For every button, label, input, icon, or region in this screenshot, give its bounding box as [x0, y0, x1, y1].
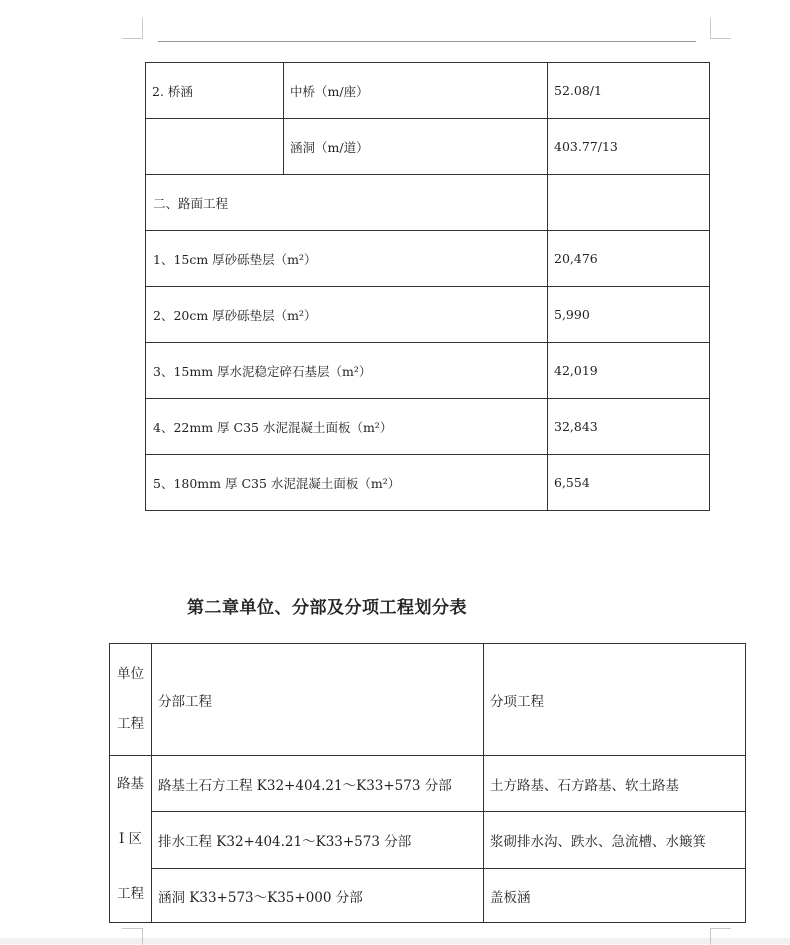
table-cell: 盖板涵 — [484, 869, 746, 923]
table-cell: 2. 桥涵 — [146, 63, 284, 119]
table-cell — [146, 119, 284, 175]
table-row — [146, 343, 710, 399]
table-cell: 涵洞 K33+573～K35+000 分部 — [152, 869, 484, 923]
table-header-row — [110, 644, 746, 756]
margin-corner-bottom-right — [710, 928, 731, 945]
unit-line1: 路基 — [117, 775, 144, 792]
margin-corner-top-left — [122, 18, 143, 39]
unit-line2: I 区 — [118, 830, 143, 847]
table-cell — [548, 175, 710, 231]
page-gap — [0, 938, 790, 944]
quantities-table — [145, 62, 710, 511]
unit-line3: 工程 — [117, 886, 144, 903]
table-cell: 路基土石方工程 K32+404.21～K33+573 分部 — [152, 756, 484, 812]
table-row — [110, 812, 746, 869]
header-cell-sub: 分部工程 — [152, 644, 484, 756]
table-cell: 5,990 — [548, 287, 710, 343]
table-row — [146, 287, 710, 343]
table-cell: 5、180mm 厚 C35 水泥混凝土面板（m²） — [146, 455, 548, 511]
table-cell: 2、20cm 厚砂砾垫层（m²） — [146, 287, 548, 343]
margin-corner-bottom-left — [122, 928, 143, 945]
table-cell: 4、22mm 厚 C35 水泥混凝土面板（m²） — [146, 399, 548, 455]
unit-cell — [110, 756, 152, 923]
table-cell: 32,843 — [548, 399, 710, 455]
table-cell: 403.77/13 — [548, 119, 710, 175]
header-cell-item: 分项工程 — [484, 644, 746, 756]
table-row — [146, 63, 710, 119]
table-row — [146, 119, 710, 175]
table-cell: 3、15mm 厚水泥稳定碎石基层（m²） — [146, 343, 548, 399]
table-cell: 20,476 — [548, 231, 710, 287]
table-row — [146, 175, 710, 231]
table-cell: 排水工程 K32+404.21～K33+573 分部 — [152, 812, 484, 869]
table-cell: 52.08/1 — [548, 63, 710, 119]
table-row — [146, 455, 710, 511]
table-cell: 42,019 — [548, 343, 710, 399]
table-row — [110, 756, 746, 812]
table-cell: 土方路基、石方路基、软土路基 — [484, 756, 746, 812]
header-unit-line1: 单位 — [117, 666, 144, 683]
table-cell: 1、15cm 厚砂砾垫层（m²） — [146, 231, 548, 287]
chapter-title: 第二章单位、分部及分项工程划分表 — [187, 598, 467, 618]
table-cell: 中桥（m/座） — [284, 63, 548, 119]
table-row — [146, 399, 710, 455]
margin-corner-top-right — [710, 18, 731, 39]
table-cell: 浆砌排水沟、跌水、急流槽、水簸箕 — [484, 812, 746, 869]
header-rule — [158, 41, 696, 42]
table-cell: 6,554 — [548, 455, 710, 511]
header-unit-line2: 工程 — [117, 716, 144, 733]
table-row — [146, 231, 710, 287]
division-table — [109, 643, 746, 923]
table-cell: 二、路面工程 — [146, 175, 548, 231]
table-cell: 涵洞（m/道） — [284, 119, 548, 175]
header-cell-unit — [110, 644, 152, 756]
table-row — [110, 869, 746, 923]
